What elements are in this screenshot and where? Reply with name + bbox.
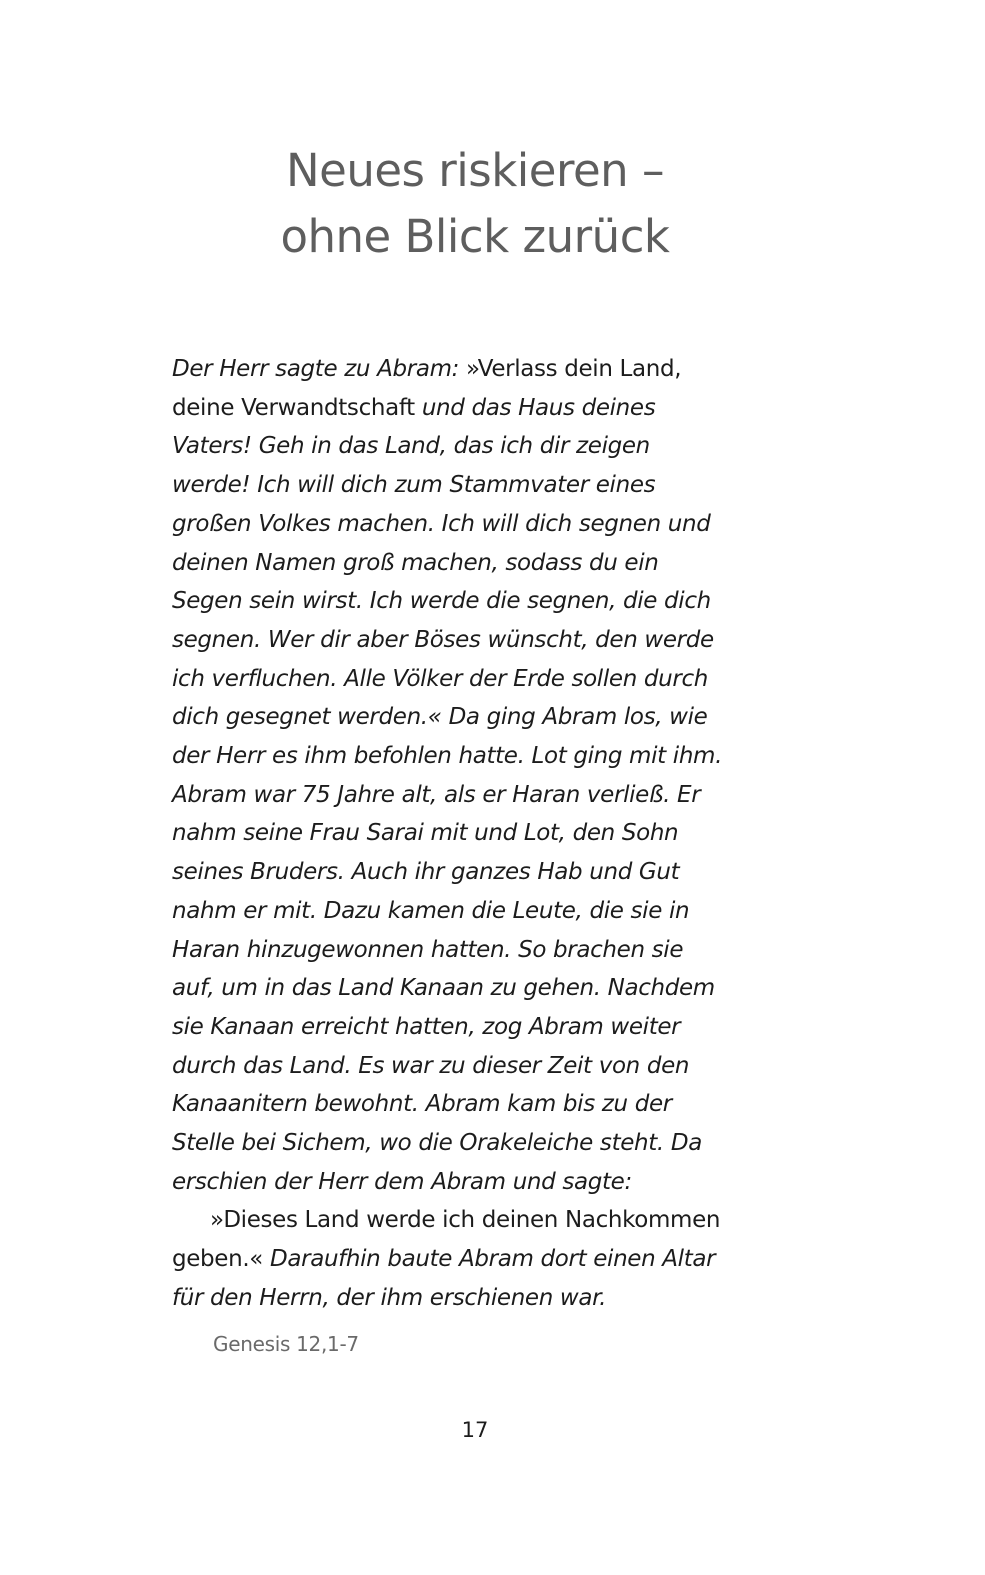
passage-line: ich verfluchen. Alle Völker der Erde sollen durch: [172, 665, 708, 692]
passage-line: Vaters! Geh in das Land, das ich dir zeigen: [172, 433, 650, 460]
passage-line: dich gesegnet werden.« Da ging Abram los, wie: [172, 704, 708, 731]
chapter-title: [0, 138, 950, 270]
passage-line: der Herr es ihm befohlen hatte. Lot ging mit ihm.: [172, 743, 723, 770]
passage-line: durch das Land. Es war zu dieser Zeit von den: [172, 1052, 690, 1079]
page-number: 17: [461, 1418, 489, 1442]
passage-line: [172, 1240, 812, 1279]
chapter-title-line-1: Neues riskieren –: [285, 144, 665, 197]
passage-italic-segment: Der Herr sagte zu Abram:: [172, 356, 467, 382]
passage-line: erschien der Herr dem Abram und sagte:: [172, 1168, 632, 1195]
passage-roman-segment: »Verlass dein Land,: [466, 356, 682, 382]
passage-line: deinen Namen groß machen, sodass du ein: [172, 549, 659, 576]
passage-line: [172, 350, 812, 389]
passage-line: nahm seine Frau Sarai mit und Lot, den Sohn: [172, 820, 679, 847]
passage-line: Haran hinzugewonnen hatten. So brachen sie: [172, 936, 684, 963]
passage-line: nahm er mit. Dazu kamen die Leute, die sie in: [172, 897, 690, 924]
passage-line: werde! Ich will dich zum Stammvater eines: [172, 472, 656, 499]
passage-line: »Dieses Land werde ich deinen Nachkommen: [210, 1207, 721, 1234]
passage-line: auf, um in das Land Kanaan zu gehen. Nachdem: [172, 975, 715, 1002]
passage-italic-segment: Daraufhin baute Abram dort einen Altar: [269, 1246, 716, 1273]
passage-line: für den Herrn, der ihm erschienen war.: [172, 1284, 607, 1311]
passage-line: sie Kanaan erreicht hatten, zog Abram weiter: [172, 1013, 681, 1040]
scripture-reference: Genesis 12,1-7: [213, 1332, 359, 1356]
passage-line: segnen. Wer dir aber Böses wünscht, den werde: [172, 626, 714, 653]
passage-line: Stelle bei Sichem, wo die Orakeleiche steht. Da: [172, 1130, 702, 1157]
passage-line: Abram war 75 Jahre alt, als er Haran verließ. Er: [172, 781, 701, 808]
passage-line: seines Bruders. Auch ihr ganzes Hab und Gut: [172, 859, 680, 886]
passage-line: [172, 389, 812, 428]
passage-roman-segment: geben.«: [172, 1246, 270, 1273]
passage-line: Kanaanitern bewohnt. Abram kam bis zu der: [172, 1091, 672, 1118]
passage-line: Segen sein wirst. Ich werde die segnen, die dich: [172, 588, 711, 615]
passage-line: großen Volkes machen. Ich will dich segnen und: [172, 510, 711, 537]
chapter-title-line-2: ohne Blick zurück: [280, 210, 670, 263]
scripture-passage: [172, 350, 812, 1318]
passage-italic-segment: und das Haus deines: [421, 394, 656, 421]
passage-roman-segment: deine Verwandtschaft: [172, 394, 422, 421]
